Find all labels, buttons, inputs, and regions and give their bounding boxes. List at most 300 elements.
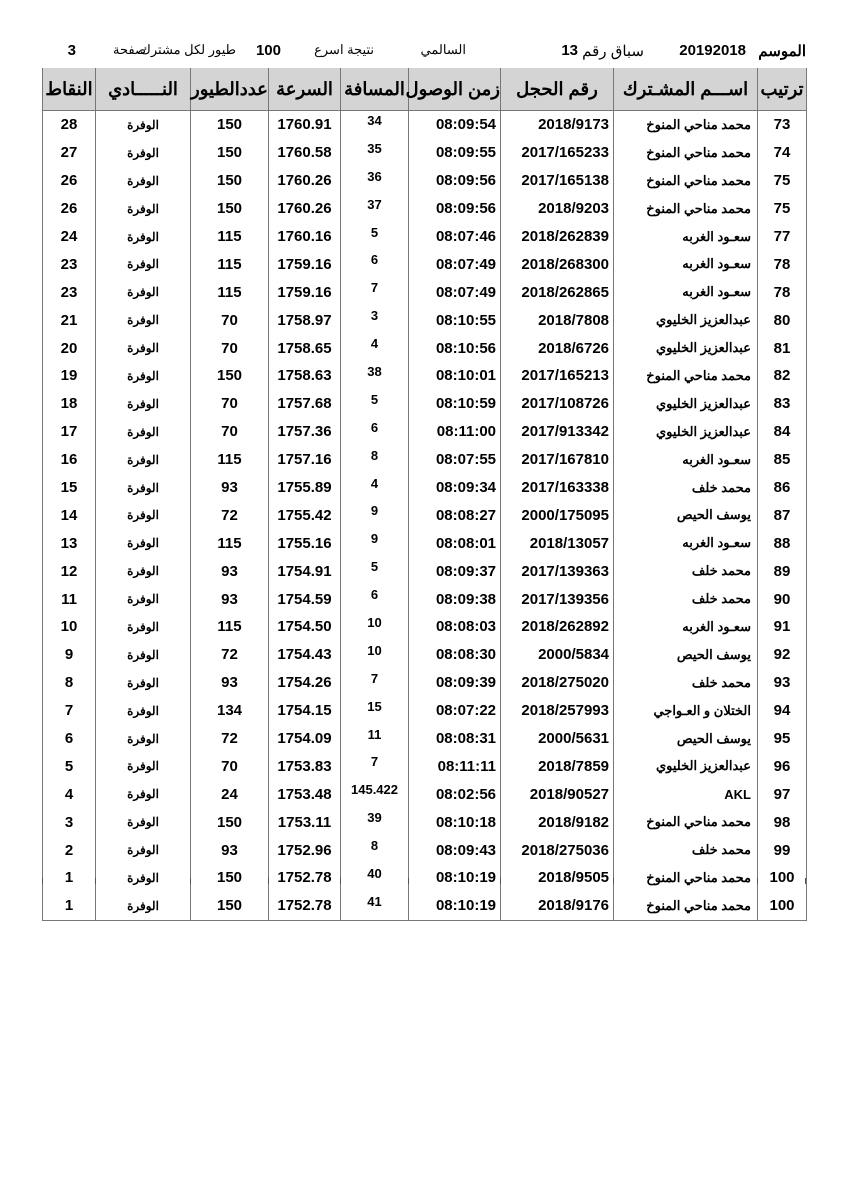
cell-ring: 2018/275020	[501, 669, 614, 697]
cell-ring: 2018/275036	[501, 836, 614, 864]
cell-ring: 2018/7859	[501, 752, 614, 780]
cell-speed: 1754.91	[269, 557, 341, 585]
cell-speed: 1754.43	[269, 641, 341, 669]
cell-speed: 1758.65	[269, 334, 341, 362]
cell-dist: 37	[341, 195, 409, 223]
cell-birds: 150	[191, 139, 269, 167]
cell-ring: 2017/165213	[501, 362, 614, 390]
cell-time: 08:07:22	[409, 697, 501, 725]
cell-points: 17	[43, 418, 96, 446]
cell-rank: 89	[758, 557, 807, 585]
cell-points: 23	[43, 250, 96, 278]
cell-points: 18	[43, 390, 96, 418]
table-row	[43, 167, 807, 195]
cell-ring: 2018/268300	[501, 250, 614, 278]
cell-ring: 2018/9182	[501, 808, 614, 836]
cell-rank: 100	[758, 864, 807, 892]
cell-dist: 8	[341, 446, 409, 474]
cell-rank: 86	[758, 474, 807, 502]
cell-rank: 77	[758, 223, 807, 251]
cell-speed: 1755.42	[269, 501, 341, 529]
cell-club: الوفرة	[96, 725, 191, 753]
location: السالمي	[420, 42, 466, 57]
cell-name: محمد مناحي المنوخ	[614, 111, 758, 139]
cell-points: 1	[43, 864, 96, 892]
cell-dist: 7	[341, 752, 409, 780]
cell-rank: 87	[758, 501, 807, 529]
cell-birds: 93	[191, 474, 269, 502]
cell-dist: 15	[341, 697, 409, 725]
cell-time: 08:07:49	[409, 278, 501, 306]
table-row	[43, 613, 807, 641]
cell-ring: 2018/7808	[501, 306, 614, 334]
table-row	[43, 390, 807, 418]
cell-birds: 70	[191, 418, 269, 446]
cell-dist: 3	[341, 306, 409, 334]
table-row	[43, 278, 807, 306]
cell-ring: 2000/5631	[501, 725, 614, 753]
cell-club: الوفرة	[96, 557, 191, 585]
cell-name: محمد مناحي المنوخ	[614, 139, 758, 167]
cell-time: 08:11:11	[409, 752, 501, 780]
cell-name: محمد خلف	[614, 585, 758, 613]
cell-dist: 5	[341, 557, 409, 585]
cell-ring: 2000/175095	[501, 501, 614, 529]
cell-dist: 9	[341, 529, 409, 557]
cell-speed: 1753.11	[269, 808, 341, 836]
cell-rank: 100	[758, 892, 807, 920]
cell-name: محمد خلف	[614, 557, 758, 585]
cell-club: الوفرة	[96, 418, 191, 446]
cell-club: الوفرة	[96, 306, 191, 334]
column-header-rank: ترتيب	[758, 68, 807, 111]
cell-name: سعـود الغربه	[614, 278, 758, 306]
table-row	[43, 808, 807, 836]
table-row	[43, 223, 807, 251]
cell-club: الوفرة	[96, 641, 191, 669]
column-header-time: زمن الوصول	[409, 68, 501, 111]
cell-club: الوفرة	[96, 697, 191, 725]
cell-rank: 95	[758, 725, 807, 753]
cell-time: 08:08:27	[409, 501, 501, 529]
cell-time: 08:10:19	[409, 892, 501, 920]
cell-name: محمد مناحي المنوخ	[614, 892, 758, 920]
cell-birds: 72	[191, 641, 269, 669]
cell-points: 12	[43, 557, 96, 585]
cell-name: محمد مناحي المنوخ	[614, 167, 758, 195]
cell-ring: 2017/167810	[501, 446, 614, 474]
cell-ring: 2017/139363	[501, 557, 614, 585]
cell-name: سعـود الغربه	[614, 529, 758, 557]
cell-speed: 1754.50	[269, 613, 341, 641]
cell-name: الختلان و العـواجي	[614, 697, 758, 725]
cell-name: يوسف الحيص	[614, 641, 758, 669]
cell-name: محمد مناحي المنوخ	[614, 864, 758, 892]
cell-speed: 1753.83	[269, 752, 341, 780]
results-table	[42, 68, 807, 921]
table-row	[43, 501, 807, 529]
cell-points: 27	[43, 139, 96, 167]
cell-ring: 2018/13057	[501, 529, 614, 557]
cell-ring: 2018/90527	[501, 780, 614, 808]
cell-name: يوسف الحيص	[614, 501, 758, 529]
column-header-club: النـــــادي	[96, 68, 191, 111]
cell-club: الوفرة	[96, 836, 191, 864]
cell-ring: 2017/913342	[501, 418, 614, 446]
cell-points: 8	[43, 669, 96, 697]
cell-speed: 1757.16	[269, 446, 341, 474]
cell-speed: 1758.97	[269, 306, 341, 334]
cell-points: 2	[43, 836, 96, 864]
cell-rank: 99	[758, 836, 807, 864]
cell-club: الوفرة	[96, 195, 191, 223]
cell-time: 08:10:59	[409, 390, 501, 418]
cell-club: الوفرة	[96, 501, 191, 529]
cell-birds: 150	[191, 808, 269, 836]
cell-time: 08:10:01	[409, 362, 501, 390]
cell-time: 08:07:49	[409, 250, 501, 278]
table-row	[43, 752, 807, 780]
cell-rank: 78	[758, 250, 807, 278]
cell-rank: 73	[758, 111, 807, 139]
cell-ring: 2018/262865	[501, 278, 614, 306]
header-row	[43, 68, 807, 111]
cell-club: الوفرة	[96, 223, 191, 251]
cell-dist: 40	[341, 864, 409, 892]
cell-birds: 70	[191, 390, 269, 418]
table-row	[43, 111, 807, 139]
page-number: 3	[67, 42, 76, 59]
cell-dist: 10	[341, 613, 409, 641]
cell-dist: 11	[341, 725, 409, 753]
cell-time: 08:09:43	[409, 836, 501, 864]
cell-birds: 70	[191, 306, 269, 334]
cell-birds: 115	[191, 250, 269, 278]
cell-dist: 7	[341, 669, 409, 697]
cell-time: 08:10:56	[409, 334, 501, 362]
cell-ring: 2018/9203	[501, 195, 614, 223]
cell-points: 26	[43, 195, 96, 223]
cell-ring: 2018/9505	[501, 864, 614, 892]
cell-birds: 150	[191, 864, 269, 892]
cell-name: محمد خلف	[614, 474, 758, 502]
cell-points: 21	[43, 306, 96, 334]
cell-speed: 1757.36	[269, 418, 341, 446]
cell-club: الوفرة	[96, 250, 191, 278]
cell-birds: 150	[191, 167, 269, 195]
cell-birds: 115	[191, 529, 269, 557]
cell-points: 11	[43, 585, 96, 613]
cell-club: الوفرة	[96, 167, 191, 195]
cell-time: 08:10:55	[409, 306, 501, 334]
cell-speed: 1759.16	[269, 250, 341, 278]
cell-club: الوفرة	[96, 111, 191, 139]
cell-club: الوفرة	[96, 278, 191, 306]
report-header	[42, 42, 806, 66]
cell-time: 08:08:01	[409, 529, 501, 557]
cell-dist: 5	[341, 223, 409, 251]
race-number: 13	[561, 42, 578, 59]
cell-name: سعـود الغربه	[614, 446, 758, 474]
cell-club: الوفرة	[96, 808, 191, 836]
cell-birds: 115	[191, 446, 269, 474]
table-row	[43, 585, 807, 613]
cell-dist: 9	[341, 501, 409, 529]
cell-ring: 2017/163338	[501, 474, 614, 502]
cell-dist: 34	[341, 111, 409, 139]
cell-speed: 1753.48	[269, 780, 341, 808]
cell-points: 6	[43, 725, 96, 753]
cell-rank: 94	[758, 697, 807, 725]
cell-speed: 1755.16	[269, 529, 341, 557]
cell-time: 08:09:39	[409, 669, 501, 697]
cell-birds: 115	[191, 613, 269, 641]
cell-birds: 150	[191, 892, 269, 920]
cell-ring: 2018/6726	[501, 334, 614, 362]
cell-points: 4	[43, 780, 96, 808]
cell-dist: 145.422	[341, 780, 409, 808]
cell-rank: 78	[758, 278, 807, 306]
cell-speed: 1759.16	[269, 278, 341, 306]
cell-name: سعـود الغربه	[614, 223, 758, 251]
cell-club: الوفرة	[96, 362, 191, 390]
cell-dist: 39	[341, 808, 409, 836]
cell-time: 08:07:46	[409, 223, 501, 251]
cell-name: عبدالعزيز الخليوي	[614, 390, 758, 418]
cell-dist: 10	[341, 641, 409, 669]
cell-dist: 4	[341, 334, 409, 362]
cell-rank: 97	[758, 780, 807, 808]
cell-name: محمد مناحي المنوخ	[614, 195, 758, 223]
cell-club: الوفرة	[96, 613, 191, 641]
cell-ring: 2018/262892	[501, 613, 614, 641]
cell-birds: 93	[191, 836, 269, 864]
cell-birds: 150	[191, 362, 269, 390]
cell-points: 15	[43, 474, 96, 502]
cell-time: 08:09:34	[409, 474, 501, 502]
cell-dist: 6	[341, 585, 409, 613]
cell-rank: 92	[758, 641, 807, 669]
cell-ring: 2017/139356	[501, 585, 614, 613]
cell-dist: 7	[341, 278, 409, 306]
cell-time: 08:07:55	[409, 446, 501, 474]
birds-label: طيور لكل مشترك	[140, 42, 236, 57]
column-header-ring: رقم الحجل	[501, 68, 614, 111]
cell-club: الوفرة	[96, 334, 191, 362]
cell-birds: 70	[191, 334, 269, 362]
result-label: نتيجة اسرع	[314, 42, 374, 57]
cell-birds: 134	[191, 697, 269, 725]
table-row	[43, 529, 807, 557]
cell-name: عبدالعزيز الخليوي	[614, 334, 758, 362]
table-row	[43, 557, 807, 585]
table-row	[43, 334, 807, 362]
cell-time: 08:09:54	[409, 111, 501, 139]
cell-name: محمد مناحي المنوخ	[614, 362, 758, 390]
cell-birds: 72	[191, 725, 269, 753]
cell-time: 08:09:56	[409, 167, 501, 195]
cell-points: 5	[43, 752, 96, 780]
cell-name: عبدالعزيز الخليوي	[614, 418, 758, 446]
cell-speed: 1752.96	[269, 836, 341, 864]
cell-ring: 2018/9176	[501, 892, 614, 920]
cell-dist: 6	[341, 250, 409, 278]
cell-rank: 83	[758, 390, 807, 418]
cell-speed: 1760.16	[269, 223, 341, 251]
cell-club: الوفرة	[96, 390, 191, 418]
cell-club: الوفرة	[96, 669, 191, 697]
cell-speed: 1755.89	[269, 474, 341, 502]
cell-points: 16	[43, 446, 96, 474]
table-row	[43, 139, 807, 167]
cell-dist: 36	[341, 167, 409, 195]
cell-name: محمد خلف	[614, 669, 758, 697]
table-row	[43, 418, 807, 446]
cell-club: الوفرة	[96, 585, 191, 613]
cell-speed: 1760.91	[269, 111, 341, 139]
cell-birds: 72	[191, 501, 269, 529]
cell-name: سعـود الغربه	[614, 250, 758, 278]
column-header-birds: عددالطيور	[191, 68, 269, 111]
cell-speed: 1752.78	[269, 864, 341, 892]
cell-ring: 2017/165233	[501, 139, 614, 167]
race-label: سباق رقم	[582, 43, 644, 60]
table-row	[43, 641, 807, 669]
table-row	[43, 836, 807, 864]
cell-points: 7	[43, 697, 96, 725]
table-row	[43, 780, 807, 808]
cell-ring: 2017/108726	[501, 390, 614, 418]
cell-name: يوسف الحيص	[614, 725, 758, 753]
column-header-speed: السرعة	[269, 68, 341, 111]
cell-time: 08:08:31	[409, 725, 501, 753]
cell-name: سعـود الغربه	[614, 613, 758, 641]
cell-speed: 1760.58	[269, 139, 341, 167]
cell-rank: 75	[758, 195, 807, 223]
cell-speed: 1754.15	[269, 697, 341, 725]
cell-time: 08:10:19	[409, 864, 501, 892]
table-row	[43, 362, 807, 390]
cell-points: 9	[43, 641, 96, 669]
cell-time: 08:02:56	[409, 780, 501, 808]
column-header-dist: المسافة	[341, 68, 409, 111]
cell-birds: 93	[191, 585, 269, 613]
cell-speed: 1760.26	[269, 195, 341, 223]
cell-dist: 4	[341, 474, 409, 502]
table-row	[43, 892, 807, 920]
cell-birds: 150	[191, 111, 269, 139]
cell-time: 08:09:55	[409, 139, 501, 167]
cell-rank: 74	[758, 139, 807, 167]
cell-name: محمد خلف	[614, 836, 758, 864]
cell-speed: 1758.63	[269, 362, 341, 390]
cell-rank: 96	[758, 752, 807, 780]
column-header-name: اســـم المشـترك	[614, 68, 758, 111]
table-row	[43, 446, 807, 474]
cell-rank: 91	[758, 613, 807, 641]
cell-time: 08:08:03	[409, 613, 501, 641]
cell-speed: 1754.09	[269, 725, 341, 753]
cell-rank: 85	[758, 446, 807, 474]
cell-dist: 5	[341, 390, 409, 418]
cell-points: 20	[43, 334, 96, 362]
cell-club: الوفرة	[96, 864, 191, 892]
cell-points: 13	[43, 529, 96, 557]
cell-speed: 1760.26	[269, 167, 341, 195]
cell-rank: 75	[758, 167, 807, 195]
cell-club: الوفرة	[96, 752, 191, 780]
cell-ring: 2000/5834	[501, 641, 614, 669]
cell-points: 14	[43, 501, 96, 529]
cell-points: 19	[43, 362, 96, 390]
table-row	[43, 195, 807, 223]
cell-birds: 150	[191, 195, 269, 223]
cell-dist: 6	[341, 418, 409, 446]
table-row	[43, 669, 807, 697]
cell-club: الوفرة	[96, 474, 191, 502]
cell-club: الوفرة	[96, 780, 191, 808]
cell-dist: 8	[341, 836, 409, 864]
cell-speed: 1757.68	[269, 390, 341, 418]
cell-rank: 88	[758, 529, 807, 557]
cell-rank: 93	[758, 669, 807, 697]
birds-per-participant: 100	[255, 42, 281, 59]
cell-ring: 2018/257993	[501, 697, 614, 725]
cell-ring: 2018/9173	[501, 111, 614, 139]
season-label: الموسم	[758, 43, 806, 60]
cell-club: الوفرة	[96, 446, 191, 474]
table-row	[43, 306, 807, 334]
table-row	[43, 697, 807, 725]
cell-time: 08:11:00	[409, 418, 501, 446]
cell-time: 08:09:56	[409, 195, 501, 223]
cell-dist: 41	[341, 892, 409, 920]
cell-points: 26	[43, 167, 96, 195]
cell-speed: 1752.78	[269, 892, 341, 920]
cell-birds: 93	[191, 557, 269, 585]
table-row	[43, 474, 807, 502]
cell-name: محمد مناحي المنوخ	[614, 808, 758, 836]
cell-points: 28	[43, 111, 96, 139]
cell-birds: 115	[191, 223, 269, 251]
cell-time: 08:09:37	[409, 557, 501, 585]
column-header-points: النقاط	[43, 68, 96, 111]
cell-points: 1	[43, 892, 96, 920]
cell-time: 08:10:18	[409, 808, 501, 836]
cell-points: 23	[43, 278, 96, 306]
cell-rank: 84	[758, 418, 807, 446]
cell-time: 08:08:30	[409, 641, 501, 669]
cell-birds: 115	[191, 278, 269, 306]
cell-rank: 81	[758, 334, 807, 362]
cell-time: 08:09:38	[409, 585, 501, 613]
cell-club: الوفرة	[96, 892, 191, 920]
cell-points: 10	[43, 613, 96, 641]
cell-dist: 38	[341, 362, 409, 390]
cell-birds: 93	[191, 669, 269, 697]
cell-speed: 1754.26	[269, 669, 341, 697]
cell-speed: 1754.59	[269, 585, 341, 613]
cell-name: عبدالعزيز الخليوي	[614, 306, 758, 334]
table-row	[43, 250, 807, 278]
footer-ticks	[42, 878, 806, 884]
cell-name: AKL	[614, 780, 758, 808]
cell-points: 24	[43, 223, 96, 251]
cell-club: الوفرة	[96, 139, 191, 167]
cell-rank: 90	[758, 585, 807, 613]
cell-birds: 70	[191, 752, 269, 780]
cell-rank: 98	[758, 808, 807, 836]
